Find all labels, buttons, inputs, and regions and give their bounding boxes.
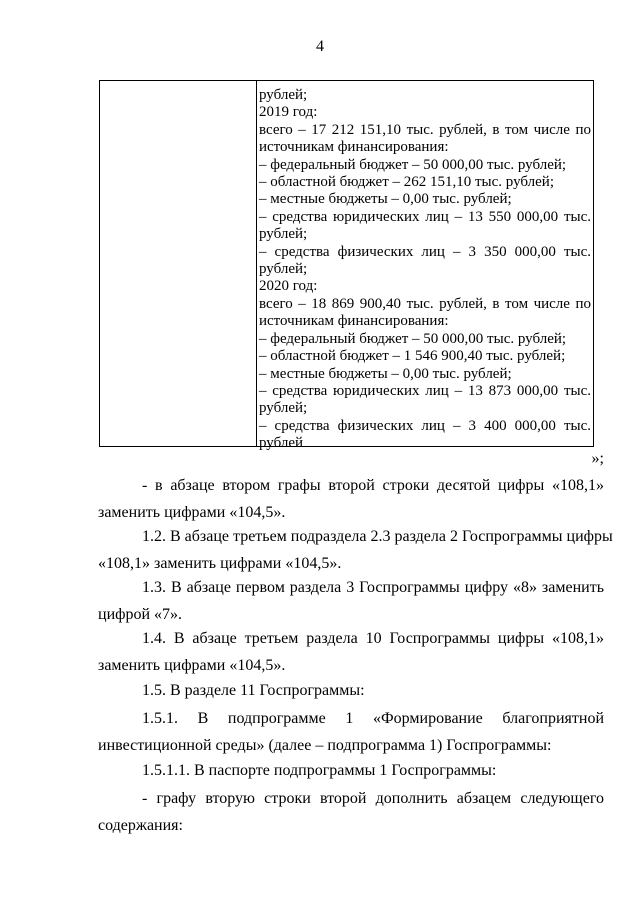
table-line: – средства юридических лиц – 13 873 000,00 тыс. bbox=[259, 382, 591, 399]
paragraph-line: - графу вторую строки второй дополнить абзацем следующего bbox=[142, 790, 604, 807]
table-line: рублей; bbox=[259, 87, 308, 103]
table-line: – местные бюджеты – 0,00 тыс. рублей; bbox=[259, 191, 512, 208]
paragraph-line: 1.2. В абзаце третьем подраздела 2.3 раздела 2 Госпрограммы цифры bbox=[142, 528, 613, 545]
paragraph-line: - в абзаце втором графы второй строки десятой цифры «108,1» bbox=[142, 477, 604, 494]
table-line: – федеральный бюджет – 50 000,00 тыс. рублей; bbox=[259, 156, 567, 173]
paragraph-line: 1.5.1. В подпрограмме 1 «Формирование благоприятной bbox=[142, 710, 604, 727]
page-number: 4 bbox=[316, 38, 324, 55]
table-line: – федеральный бюджет – 50 000,00 тыс. рублей; bbox=[259, 330, 567, 347]
table-line: рублей; bbox=[259, 261, 308, 278]
paragraph-line: 1.5. В разделе 11 Госпрограммы: bbox=[142, 682, 365, 699]
table-line: 2020 год: bbox=[259, 278, 318, 295]
paragraph bbox=[98, 523, 613, 577]
table-line: – областной бюджет – 1 546 900,40 тыс. рублей; bbox=[259, 348, 566, 365]
paragraph-line: содержания: bbox=[98, 817, 183, 834]
table-left-cell bbox=[100, 81, 257, 446]
table-line: всего – 18 869 900,40 тыс. рублей, в том числе по bbox=[259, 295, 591, 312]
table-line: всего – 17 212 151,10 тыс. рублей, в том числе по bbox=[259, 121, 591, 138]
table-line: – областной бюджет – 262 151,10 тыс. рублей; bbox=[259, 174, 554, 191]
paragraph-line: цифрой «7». bbox=[98, 606, 183, 623]
paragraph-line: инвестиционной среды» (далее – подпрограмма 1) Госпрограммы: bbox=[98, 737, 552, 754]
paragraph-line: заменить цифрами «104,5». bbox=[98, 657, 286, 674]
amendment-table bbox=[99, 80, 594, 452]
table-line: – средства физических лиц – 3 350 000,00 тыс. bbox=[259, 243, 591, 260]
paragraph-line: «108,1» заменить цифрами «104,5». bbox=[98, 555, 342, 572]
table-line: 2019 год: bbox=[259, 104, 318, 121]
paragraph bbox=[98, 574, 604, 628]
table-line: – средства юридических лиц – 13 550 000,00 тыс. bbox=[259, 208, 591, 225]
paragraph bbox=[98, 785, 604, 839]
paragraph-line: 1.4. В абзаце третьем раздела 10 Госпрограммы цифры «108,1» bbox=[142, 630, 604, 647]
closing-quote: »; bbox=[591, 450, 604, 467]
paragraph-line: 1.5.1.1. В паспорте подпрограммы 1 Госпрограммы: bbox=[142, 762, 497, 779]
table-line: – средства физических лиц – 3 400 000,00 тыс. bbox=[259, 417, 591, 434]
paragraph bbox=[98, 472, 604, 526]
table-line: рублей; bbox=[259, 400, 308, 417]
table-line: источникам финансирования: bbox=[259, 139, 449, 156]
table-line: рублей bbox=[259, 435, 304, 452]
paragraph bbox=[98, 625, 604, 679]
table-right-cell bbox=[257, 81, 593, 452]
paragraph bbox=[98, 705, 604, 759]
table-line: источникам финансирования: bbox=[259, 313, 449, 330]
table-line: – местные бюджеты – 0,00 тыс. рублей; bbox=[259, 365, 512, 382]
paragraph bbox=[98, 677, 604, 704]
paragraph-line: заменить цифрами «104,5». bbox=[98, 504, 286, 521]
table-line: рублей; bbox=[259, 226, 308, 243]
paragraph bbox=[98, 757, 604, 784]
paragraph-line: 1.3. В абзаце первом раздела 3 Госпрограммы цифру «8» заменить bbox=[142, 579, 604, 596]
